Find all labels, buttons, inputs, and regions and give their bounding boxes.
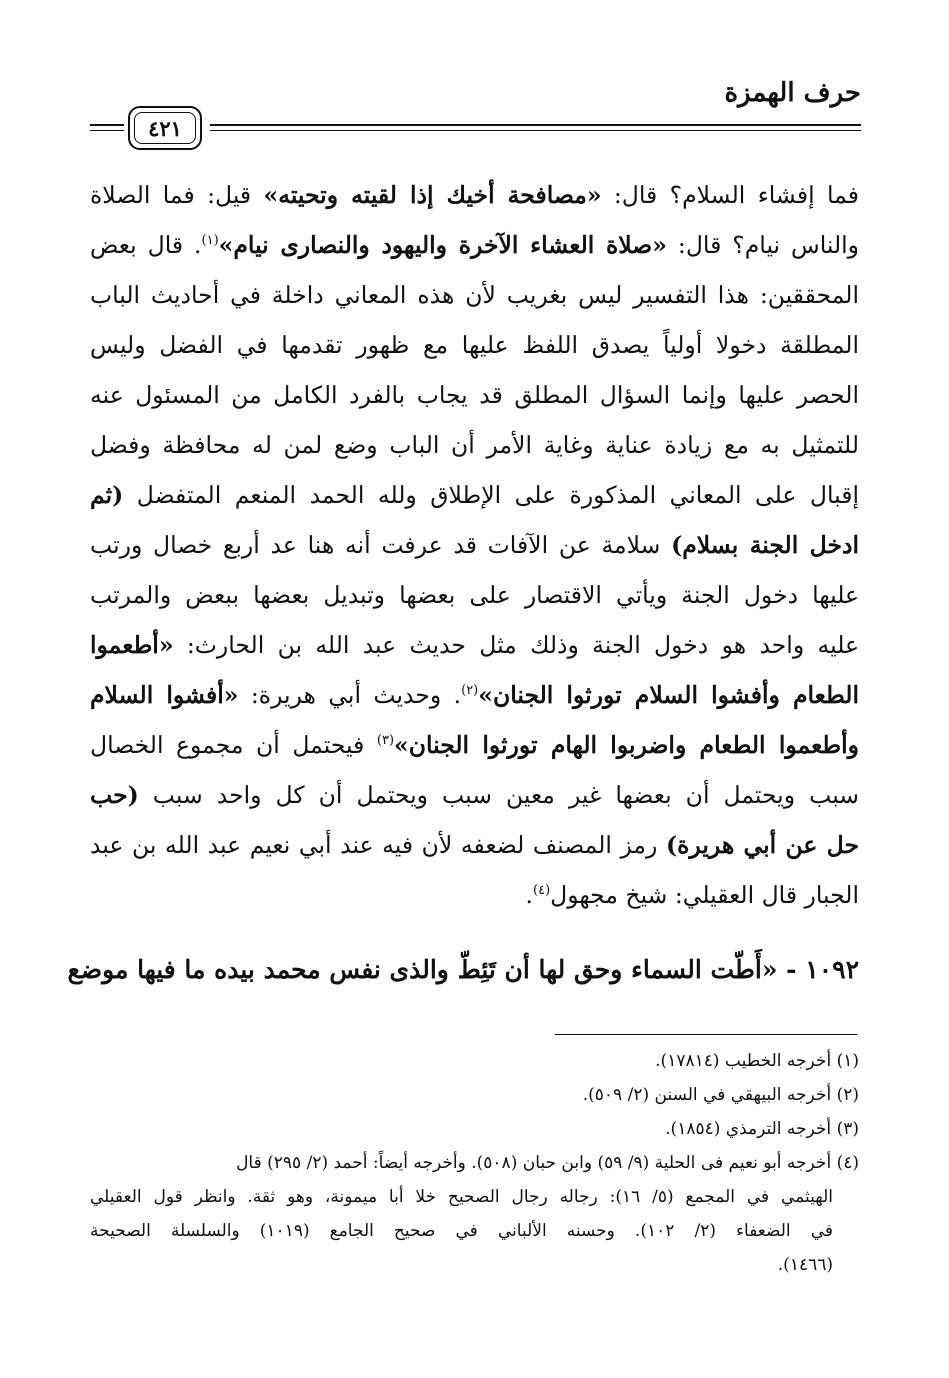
body-line [90,820,859,870]
footnote-continuation: في الضعفاء (٢/ ١٠٢). وحسنه الألباني في صحيح الجامع (١٠١٩) والسلسلة الصحيحة [90,1221,834,1241]
body-line [90,770,859,820]
footnote-number: (٤) [831,1153,859,1173]
body-line [90,620,859,670]
body-line [90,470,859,520]
body-text-run: المطلقة دخولا أولياً يصدق اللفظ عليها مع ظهور تقدمها في الفضل وليس [90,331,859,359]
body-text-run: . قال بعض [90,231,202,259]
body-text-run: المحققين: هذا التفسير ليس بغريب لأن هذه المعاني داخلة في أحاديث الباب [90,281,859,309]
body-text-run: والناس نيام؟ قال: [666,231,860,259]
header-rule-left-thin [90,130,124,131]
body-line [90,720,859,770]
footnote-number: (١) [831,1051,859,1071]
body-text-run: سبب ويحتمل أن بعضها غير معين سبب ويحتمل أن كل واحد سبب [138,781,859,809]
page-number-frame [128,106,202,150]
bold-quote: (حب [90,781,139,809]
footnote-text: أخرجه الترمذي (١٨٥٤). [665,1119,832,1139]
footnote-continuation: الهيثمي في المجمع (٥/ ١٦): رجاله رجال الصحيح خلا أبا ميمونة، وهو ثقة. وانظر قول العقيلي [90,1187,833,1207]
footnote-ref: (٤) [533,883,551,899]
bold-quote: «مصافحة أخيك إذا لقيته وتحيته» [263,181,602,209]
body-line [90,670,859,720]
footnote-ref: (٣) [376,733,395,749]
bold-quote: حل عن أبي هريرة) [665,831,860,859]
body-text-run: إقبال على المعاني المذكورة على الإطلاق ولله الحمد المنعم المتفضل [123,481,859,509]
body-line [90,320,859,370]
body-line [90,870,859,920]
footnote [90,1044,859,1078]
footnote-number: (٣) [831,1119,859,1139]
body-text-run: عليها دخول الجنة ويأتي الاقتصار على بعضها وتبديل بعضها ببعض والمرتب [90,581,859,609]
hadith-heading: ١٠٩٢ - «أَطّت السماء وحق لها أن تَئِطّ والذى نفس محمد بيده ما فيها موضع [67,955,859,984]
bold-quote: (ثم [90,481,124,509]
header-rule-left [90,124,124,126]
body-text-run: سلامة عن الآفات قد عرفت أنه هنا عد أربع خصال ورتب [90,531,672,559]
body-text-run: . وحديث أبي هريرة: [238,681,462,709]
bold-quote: «أفشوا السلام [90,681,239,709]
footnote [90,1146,859,1180]
body-text-run: الحصر عليها وإنما السؤال المطلق قد يجاب بالفرد الكامل من المسئول عنه [90,381,859,409]
body-text-run: قيل: فما الصلاة [90,181,264,209]
body-text-run: عليه واحد هو دخول الجنة وذلك مثل حديث عبد الله بن الحارث: [173,631,859,659]
bold-quote: ادخل الجنة بسلام) [671,531,859,559]
footnote [90,1112,859,1146]
body-text-run: فما إفشاء السلام؟ قال: [601,181,859,209]
body-text-run: رمز المصنف لضعفه لأن فيه عند أبي نعيم عبد الله بن عبد [90,831,666,859]
body-line [90,170,859,220]
footnote [90,1078,859,1112]
footnote-separator [555,1034,857,1035]
footnote-ref: (١) [201,233,219,249]
footnote-continuation: (١٤٦٦). [777,1255,833,1275]
bold-quote: وأطعموا الطعام واضربوا الهام تورثوا الجنان» [394,731,859,759]
body-text-run: . [525,881,533,909]
chapter-title: حرف الهمزة [724,78,861,108]
footnote-text: أخرجه الخطيب (١٧٨١٤). [655,1051,832,1071]
bold-quote: الطعام وأفشوا السلام تورثوا الجنان» [478,681,859,709]
bold-quote: «صلاة العشاء الآخرة واليهود والنصارى نيام» [218,231,667,259]
page-number: ٤٢١ [134,112,196,144]
body-text [90,170,859,920]
bold-quote: «أطعموا [90,631,174,659]
footnote-text: أخرجه أبو نعيم فى الحلية (٩/ ٥٩) وابن حبان (٥٠٨). وأخرجه أيضاً: أحمد (٢/ ٢٩٥) قال [236,1153,832,1173]
body-text-run: الجبار قال العقيلي: شيخ مجهول [550,881,859,909]
body-text-run: للتمثيل به مع زيادة عناية وغاية الأمر أن الباب وضع لمن له محافظة وفضل [90,431,859,459]
body-line [90,270,859,320]
footnote-number: (٢) [831,1085,859,1105]
body-line [90,220,859,270]
body-line [90,370,859,420]
header-rule [210,124,861,126]
footnote-text: أخرجه البيهقي في السنن (٢/ ٥٠٩). [582,1085,832,1105]
header-rule-thin [210,130,861,131]
body-line [90,420,859,470]
footnotes [90,1044,859,1282]
body-line [90,570,859,620]
body-text-run: فيحتمل أن مجموع الخصال [90,731,377,759]
footnote-ref: (٢) [461,683,479,699]
body-line [90,520,859,570]
